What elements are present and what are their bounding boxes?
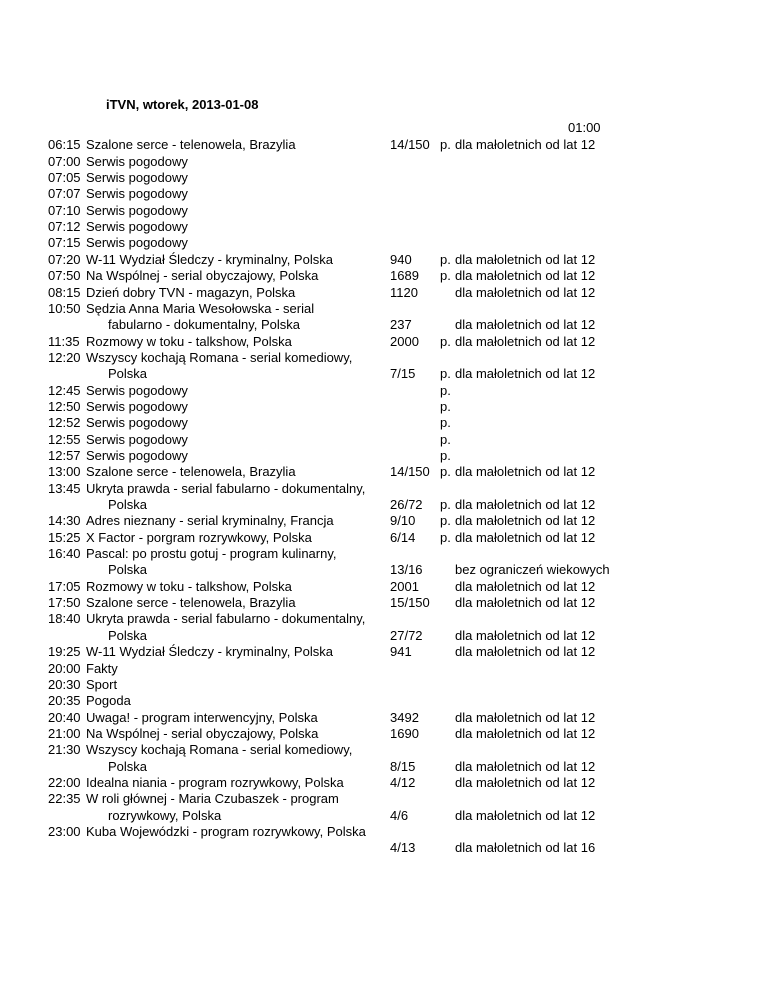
program-title: Sport xyxy=(86,677,118,692)
broadcast-time: 19:25 xyxy=(48,644,81,659)
age-rating: dla małoletnich od lat 12 xyxy=(455,464,596,479)
program-title: Idealna niania - program rozrywkowy, Polska xyxy=(86,775,344,790)
age-rating: dla małoletnich od lat 12 xyxy=(455,628,596,643)
age-rating: dla małoletnich od lat 12 xyxy=(455,497,596,512)
program-title: Fakty xyxy=(86,661,118,676)
age-rating: dla małoletnich od lat 12 xyxy=(455,530,596,545)
age-rating: dla małoletnich od lat 12 xyxy=(455,513,596,528)
premiere-marker: p. xyxy=(440,432,451,447)
broadcast-time: 07:07 xyxy=(48,186,81,201)
program-title: Serwis pogodowy xyxy=(86,203,188,218)
broadcast-time: 13:45 xyxy=(48,481,81,496)
age-rating: dla małoletnich od lat 12 xyxy=(455,317,596,332)
program-title: Na Wspólnej - serial obyczajowy, Polska xyxy=(86,268,319,283)
broadcast-time: 20:30 xyxy=(48,677,81,692)
premiere-marker: p. xyxy=(440,415,451,430)
program-title-continued: Polska xyxy=(108,562,148,577)
episode-number: 26/72 xyxy=(390,497,423,512)
broadcast-time: 17:50 xyxy=(48,595,81,610)
age-rating: bez ograniczeń wiekowych xyxy=(455,562,610,577)
episode-number: 14/150 xyxy=(390,137,430,152)
program-title: Rozmowy w toku - talkshow, Polska xyxy=(86,579,292,594)
age-rating: dla małoletnich od lat 16 xyxy=(455,840,596,855)
broadcast-time: 21:30 xyxy=(48,742,81,757)
broadcast-time: 20:35 xyxy=(48,693,81,708)
broadcast-time: 18:40 xyxy=(48,611,81,626)
episode-number: 237 xyxy=(390,317,412,332)
age-rating: dla małoletnich od lat 12 xyxy=(455,595,596,610)
program-title-continued: Polska xyxy=(108,497,148,512)
broadcast-time: 07:05 xyxy=(48,170,81,185)
broadcast-time: 17:05 xyxy=(48,579,81,594)
broadcast-time: 07:00 xyxy=(48,154,81,169)
episode-number: 1120 xyxy=(390,285,418,300)
broadcast-time: 12:55 xyxy=(48,432,81,447)
premiere-marker: p. xyxy=(440,464,451,479)
program-title-continued: Polska xyxy=(108,628,148,643)
program-title: Serwis pogodowy xyxy=(86,186,188,201)
broadcast-time: 06:15 xyxy=(48,137,81,152)
program-title: Pascal: po prostu gotuj - program kulinarny, xyxy=(86,546,337,561)
episode-number: 6/14 xyxy=(390,530,416,545)
broadcast-time: 22:00 xyxy=(48,775,81,790)
program-title: Ukryta prawda - serial fabularno - dokumentalny, xyxy=(86,481,366,496)
episode-number: 27/72 xyxy=(390,628,423,643)
broadcast-time: 07:50 xyxy=(48,268,81,283)
program-title: Pogoda xyxy=(86,693,131,708)
broadcast-time: 12:52 xyxy=(48,415,81,430)
program-title: Ukryta prawda - serial fabularno - dokumentalny, xyxy=(86,611,366,626)
program-title: Serwis pogodowy xyxy=(86,219,188,234)
program-title: Uwaga! - program interwencyjny, Polska xyxy=(86,710,318,725)
age-rating: dla małoletnich od lat 12 xyxy=(455,366,596,381)
broadcast-time: 14:30 xyxy=(48,513,81,528)
episode-number: 1690 xyxy=(390,726,419,741)
program-title: Sędzia Anna Maria Wesołowska - serial xyxy=(86,301,315,316)
program-title-continued: Polska xyxy=(108,759,148,774)
program-title-continued: fabularno - dokumentalny, Polska xyxy=(108,317,300,332)
program-title: Serwis pogodowy xyxy=(86,383,188,398)
program-title: Serwis pogodowy xyxy=(86,399,188,414)
premiere-marker: p. xyxy=(440,366,451,381)
program-title: Wszyscy kochają Romana - serial komediowy, xyxy=(86,742,353,757)
age-rating: dla małoletnich od lat 12 xyxy=(455,252,596,267)
program-title: Rozmowy w toku - talkshow, Polska xyxy=(86,334,292,349)
episode-number: 1689 xyxy=(390,268,419,283)
broadcast-time: 11:35 xyxy=(48,334,80,349)
age-rating: dla małoletnich od lat 12 xyxy=(455,268,596,283)
program-title: Na Wspólnej - serial obyczajowy, Polska xyxy=(86,726,319,741)
program-title: W-11 Wydział Śledczy - kryminalny, Polska xyxy=(86,644,333,659)
program-title: W-11 Wydział Śledczy - kryminalny, Polska xyxy=(86,252,333,267)
episode-number: 15/150 xyxy=(390,595,430,610)
program-title: Kuba Wojewódzki - program rozrywkowy, Polska xyxy=(86,824,366,839)
premiere-marker: p. xyxy=(440,497,451,512)
broadcast-time: 16:40 xyxy=(48,546,81,561)
program-title: Serwis pogodowy xyxy=(86,235,188,250)
program-title: Serwis pogodowy xyxy=(86,170,188,185)
episode-number: 940 xyxy=(390,252,412,267)
broadcast-time: 12:45 xyxy=(48,383,81,398)
premiere-marker: p. xyxy=(440,513,451,528)
premiere-marker: p. xyxy=(440,137,451,152)
broadcast-time: 08:15 xyxy=(48,285,81,300)
premiere-marker: p. xyxy=(440,268,451,283)
age-rating: dla małoletnich od lat 12 xyxy=(455,644,596,659)
program-title: Wszyscy kochają Romana - serial komediowy, xyxy=(86,350,353,365)
premiere-marker: p. xyxy=(440,383,451,398)
premiere-marker: p. xyxy=(440,399,451,414)
broadcast-time: 13:00 xyxy=(48,464,81,479)
program-title-continued: rozrywkowy, Polska xyxy=(108,808,222,823)
age-rating: dla małoletnich od lat 12 xyxy=(455,579,596,594)
broadcast-time: 21:00 xyxy=(48,726,81,741)
age-rating: dla małoletnich od lat 12 xyxy=(455,775,596,790)
program-title: Serwis pogodowy xyxy=(86,432,188,447)
episode-number: 7/15 xyxy=(390,366,416,381)
episode-number: 4/13 xyxy=(390,840,416,855)
broadcast-time: 20:40 xyxy=(48,710,81,725)
age-rating: dla małoletnich od lat 12 xyxy=(455,334,596,349)
program-title: Szalone serce - telenowela, Brazylia xyxy=(86,595,296,610)
age-rating: dla małoletnich od lat 12 xyxy=(455,710,596,725)
header-time: 01:00 xyxy=(568,120,601,135)
broadcast-time: 12:50 xyxy=(48,399,81,414)
episode-number: 8/15 xyxy=(390,759,416,774)
broadcast-time: 07:15 xyxy=(48,235,81,250)
program-title: Szalone serce - telenowela, Brazylia xyxy=(86,137,296,152)
broadcast-time: 12:57 xyxy=(48,448,81,463)
episode-number: 4/6 xyxy=(390,808,409,823)
episode-number: 2001 xyxy=(390,579,419,594)
episode-number: 14/150 xyxy=(390,464,430,479)
episode-number: 4/12 xyxy=(390,775,416,790)
program-title: Adres nieznany - serial kryminalny, Francja xyxy=(86,513,334,528)
page-title: iTVN, wtorek, 2013-01-08 xyxy=(106,97,259,112)
episode-number: 3492 xyxy=(390,710,419,725)
program-title: Serwis pogodowy xyxy=(86,154,188,169)
premiere-marker: p. xyxy=(440,334,451,349)
premiere-marker: p. xyxy=(440,448,451,463)
episode-number: 941 xyxy=(390,644,412,659)
episode-number: 2000 xyxy=(390,334,419,349)
program-title: Szalone serce - telenowela, Brazylia xyxy=(86,464,296,479)
age-rating: dla małoletnich od lat 12 xyxy=(455,726,596,741)
age-rating: dla małoletnich od lat 12 xyxy=(455,285,596,300)
broadcast-time: 20:00 xyxy=(48,661,81,676)
premiere-marker: p. xyxy=(440,530,451,545)
broadcast-time: 23:00 xyxy=(48,824,81,839)
program-title: X Factor - porgram rozrywkowy, Polska xyxy=(86,530,312,545)
broadcast-time: 07:20 xyxy=(48,252,81,267)
age-rating: dla małoletnich od lat 12 xyxy=(455,137,596,152)
age-rating: dla małoletnich od lat 12 xyxy=(455,808,596,823)
broadcast-time: 07:10 xyxy=(48,203,81,218)
program-title-continued: Polska xyxy=(108,366,148,381)
program-title: Dzień dobry TVN - magazyn, Polska xyxy=(86,285,296,300)
broadcast-time: 07:12 xyxy=(48,219,81,234)
broadcast-time: 15:25 xyxy=(48,530,81,545)
broadcast-time: 22:35 xyxy=(48,791,81,806)
program-title: Serwis pogodowy xyxy=(86,415,188,430)
age-rating: dla małoletnich od lat 12 xyxy=(455,759,596,774)
broadcast-time: 10:50 xyxy=(48,301,81,316)
episode-number: 13/16 xyxy=(390,562,423,577)
program-title: Serwis pogodowy xyxy=(86,448,188,463)
broadcast-time: 12:20 xyxy=(48,350,81,365)
program-title: W roli głównej - Maria Czubaszek - program xyxy=(86,791,339,806)
episode-number: 9/10 xyxy=(390,513,416,528)
premiere-marker: p. xyxy=(440,252,451,267)
